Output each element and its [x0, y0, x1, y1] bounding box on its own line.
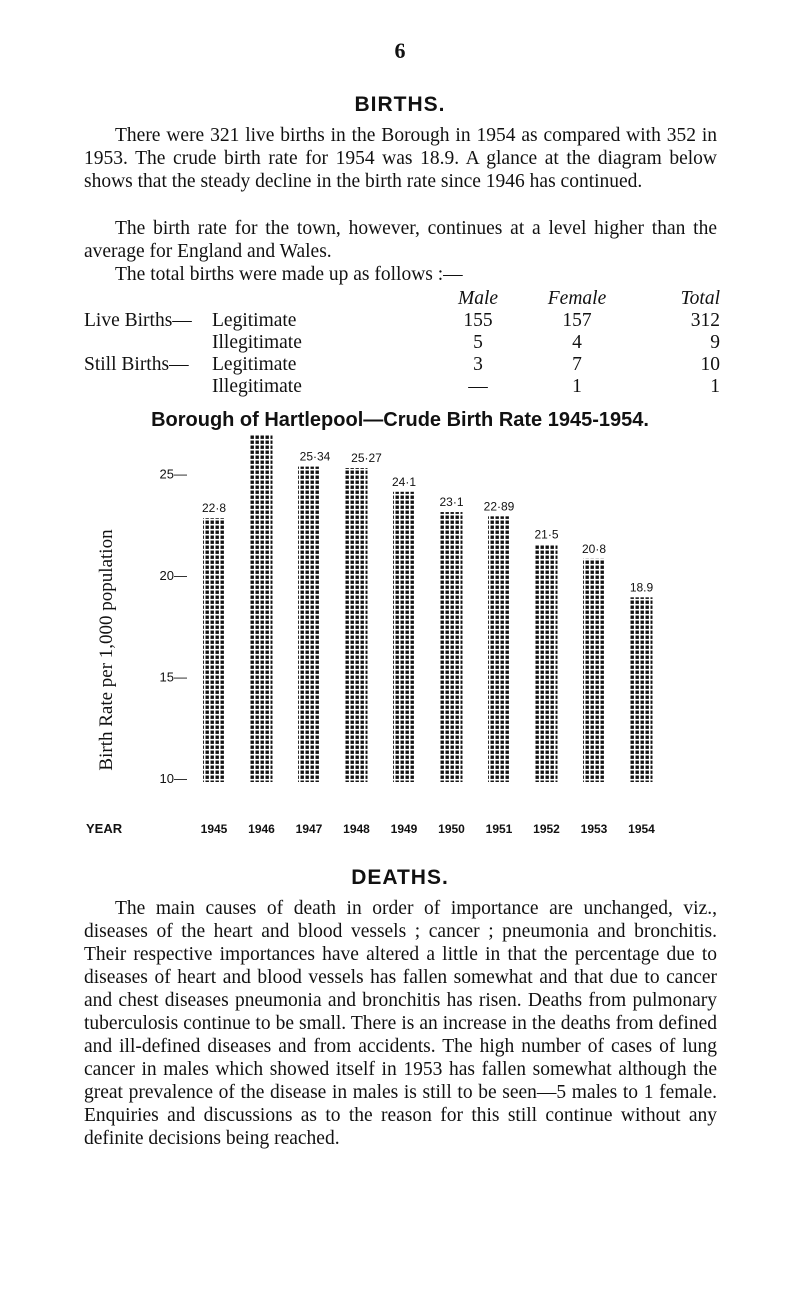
row-total: 9 — [710, 332, 720, 353]
row-group: Still Births— — [84, 354, 189, 375]
row-female: 1 — [572, 376, 582, 397]
bar-value-label: 24·1 — [391, 474, 417, 489]
header-total: Total — [680, 288, 720, 309]
y-tick-label: 25— — [159, 466, 187, 482]
row-total: 1 — [710, 376, 720, 397]
row-type: Legitimate — [212, 354, 297, 375]
x-tick-label: 1947 — [295, 822, 323, 836]
deaths-paragraph: The main causes of death in order of importance are unchanged, viz., diseases of the heart and blood vessels ; cancer ; pneumonia and bronchitis. Their respective importances have altered a little in that the percentage due to diseases of heart and blood vessels has fallen somewhat and that due to cancer and chest diseases pneumonia and bronchitis has risen. Deaths from pulmonary tuberculosis continue to be small. There is an increase in the deaths from defined and ill-defined diseases and from accidents. The high number of cases of lung cancer in males which showed itself in 1953 has fallen somewhat although the great prevalence of the disease in males is still to be seen—5 males to 1 female. Enquiries and discussions as to the reason for this still continue without any definite decisions being reached. — [84, 898, 717, 1149]
y-axis-label: Birth Rate per 1,000 population — [96, 529, 117, 771]
x-tick-label: 1953 — [580, 822, 608, 836]
chart-title: Borough of Hartlepool—Crude Birth Rate 1945-1954. — [151, 409, 649, 431]
x-tick-label: 1950 — [438, 822, 465, 836]
x-tick-label: 1954 — [628, 822, 655, 836]
bar-value-label: 18.9 — [629, 580, 654, 595]
y-tick-label: 15— — [159, 669, 187, 685]
x-axis-label: YEAR — [86, 821, 123, 836]
row-male: 5 — [473, 332, 483, 353]
births-paragraph-2: The birth rate for the town, however, continues at a level higher than the average for England and Wales. — [84, 218, 717, 262]
bar — [298, 467, 320, 782]
header-male: Male — [457, 288, 499, 309]
x-tick-label: 1948 — [343, 822, 370, 836]
table-row — [84, 310, 724, 332]
x-tick-label: 1946 — [248, 822, 275, 836]
x-tick-label: 1949 — [390, 822, 418, 836]
x-tick-label: 1945 — [200, 822, 228, 836]
row-female: 7 — [572, 354, 582, 375]
bar — [536, 545, 558, 782]
bar-value-label: 23·1 — [439, 495, 464, 510]
bar-value-label: 25·27 — [351, 451, 382, 466]
row-type: Legitimate — [212, 310, 297, 331]
row-type: Illegitimate — [212, 332, 302, 353]
row-type: Illegitimate — [212, 376, 302, 397]
y-tick-label: 20— — [159, 568, 187, 583]
row-female: 157 — [562, 310, 592, 331]
table-row — [84, 332, 724, 354]
header-female: Female — [547, 288, 607, 309]
row-total: 10 — [700, 354, 720, 375]
bar — [393, 492, 415, 782]
bar-value-label: 21·5 — [534, 527, 559, 542]
bar-value-label: 20·8 — [581, 541, 607, 556]
x-tick-label: 1952 — [533, 822, 560, 836]
births-paragraph-1: There were 321 live births in the Borough in 1954 as compared with 352 in 1953. The crude birth rate for 1954 was 18.9. A glance at the diagram below shows that the steady decline in the birth rate since 1946 has continued. — [84, 125, 717, 192]
bar-value-label — [249, 430, 273, 432]
bar-value-label: 22·8 — [201, 501, 227, 516]
x-tick-label: 1951 — [485, 822, 513, 836]
bar-value-label: 25·34 — [299, 449, 331, 464]
row-group: Live Births— — [84, 310, 192, 331]
table-row — [84, 354, 724, 376]
row-male: — — [468, 376, 488, 397]
bar — [583, 559, 605, 782]
bar-value-label: 22·89 — [483, 499, 515, 514]
y-tick-label: 10— — [159, 771, 187, 786]
births-heading: BIRTHS. — [354, 93, 446, 116]
bar — [631, 597, 653, 782]
births-table-header — [84, 288, 724, 310]
row-female: 4 — [572, 332, 582, 353]
bar — [251, 435, 273, 782]
bar — [488, 516, 510, 782]
bar — [346, 468, 368, 782]
bar — [441, 512, 463, 782]
page-number: 6 — [394, 38, 406, 63]
birth-rate-chart — [0, 430, 800, 850]
table-row — [84, 376, 724, 398]
row-male: 3 — [473, 354, 483, 375]
births-paragraph-3: The total births were made up as follows :— — [115, 264, 463, 285]
bar — [203, 518, 225, 782]
births-table — [84, 288, 724, 398]
deaths-heading: DEATHS. — [351, 866, 449, 889]
row-total: 312 — [690, 310, 720, 331]
row-male: 155 — [463, 310, 493, 331]
